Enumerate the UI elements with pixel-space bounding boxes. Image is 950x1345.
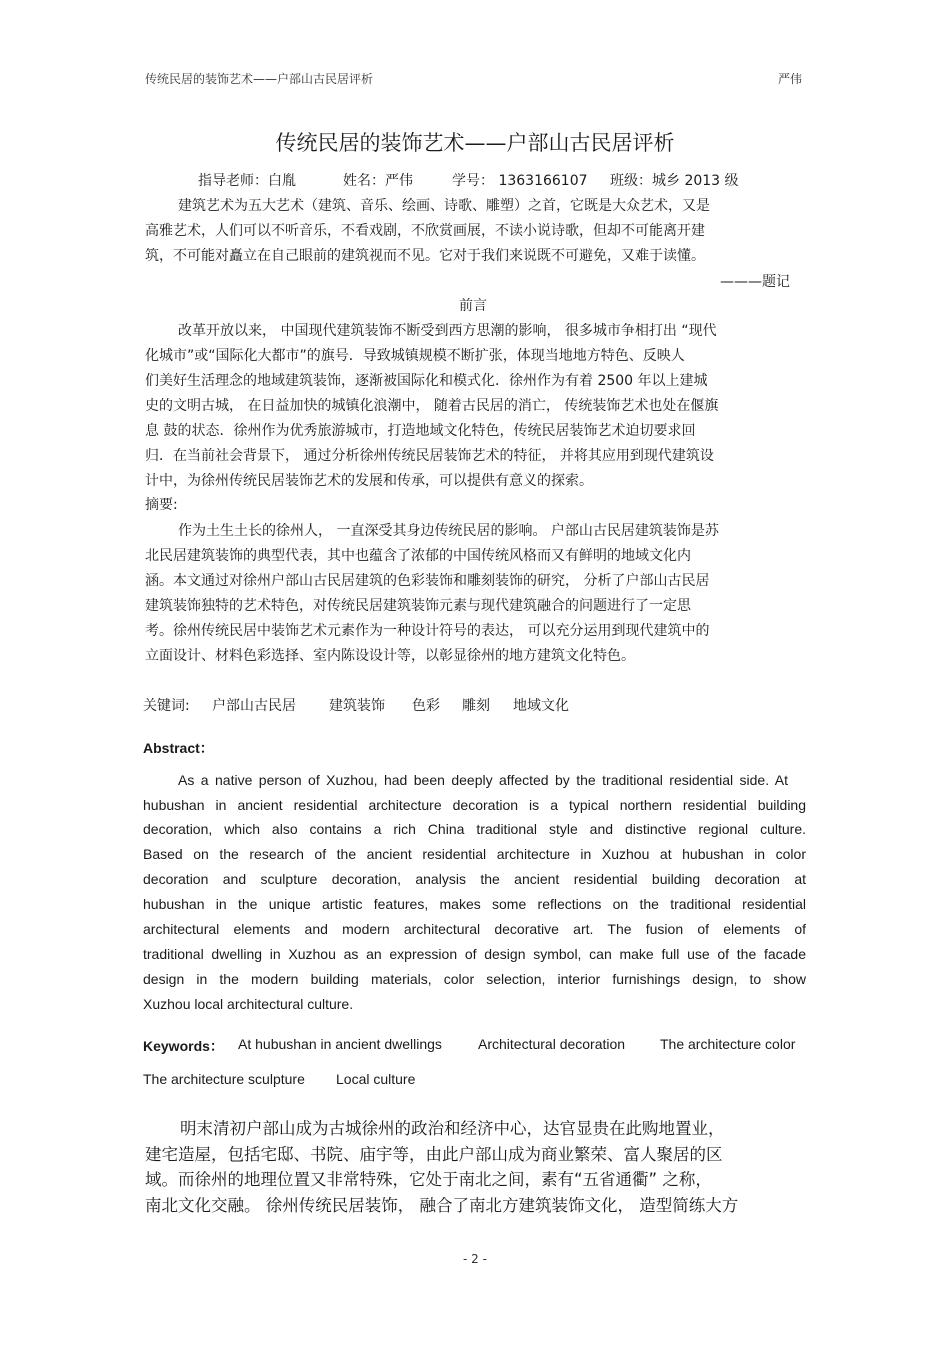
running-header-title: 传统民居的装饰艺术——户部山古民居评析 — [145, 72, 374, 86]
keyword-en: At hubushan in ancient dwellings — [238, 1036, 442, 1052]
abstract-en-line: design in the modern building materials, color selection, interior furnishings design, to show — [143, 971, 806, 987]
keywords-en-label: Keywords： — [143, 1038, 224, 1054]
abstract-cn-heading: 摘要: — [145, 497, 178, 513]
author-name: 姓名：严伟 — [343, 173, 413, 189]
abstract-en-line: decoration, which also contains a rich China traditional style and distinctive regional culture. — [143, 821, 806, 837]
keyword-en: Architectural decoration — [478, 1036, 626, 1052]
paper-title: 传统民居的装饰艺术——户部山古民居评析 — [275, 131, 675, 155]
abstract-en-line: Xuzhou local architectural culture. — [143, 996, 354, 1012]
epigraph-source: ———题记 — [720, 274, 790, 290]
keyword-cn: 户部山古民居 — [212, 698, 296, 714]
page-number: - 2 - — [463, 1252, 487, 1266]
abstract-cn-line: 考。徐州传统民居中装饰艺术元素作为一种设计符号的表达， 可以充分运用到现代建筑中的 — [145, 623, 710, 639]
advisor: 指导老师：白胤 — [198, 173, 296, 189]
body-line: 域。而徐州的地理位置又非常特殊，它处于南北之间，素有“五省通衢” 之称， — [145, 1170, 712, 1189]
abstract-en-line: Based on the research of the ancient residential architecture in Xuzhou at hubushan in color — [143, 846, 806, 862]
abstract-cn-line: 作为土生土长的徐州人， 一直深受其身边传统民居的影响。 户部山古民居建筑装饰是苏 — [178, 523, 719, 539]
abstract-en-line: hubushan in ancient residential architecture decoration is a typical northern residential building — [143, 797, 806, 813]
body-line: 明末清初户部山成为古城徐州的政治和经济中心，达官显贵在此购地置业， — [180, 1119, 725, 1138]
abstract-en-line: architectural elements and modern architectural decorative art. The fusion of elements of — [143, 921, 806, 937]
abstract-cn-line: 涵。本文通过对徐州户部山古民居建筑的色彩装饰和雕刻装饰的研究， 分析了户部山古民居 — [145, 573, 710, 589]
abstract-en-line: decoration and sculpture decoration, analysis the ancient residential building decoration at — [143, 871, 806, 887]
student-id: 学号： 1363166107 — [452, 173, 588, 189]
preface-line: 归．在当前社会背景下， 通过分析徐州传统民居装饰艺术的特征， 并将其应用到现代建筑设 — [145, 448, 714, 464]
running-header-author: 严伟 — [778, 72, 803, 86]
keyword-cn: 建筑装饰 — [329, 698, 385, 714]
keyword-en: Local culture — [336, 1071, 416, 1087]
keywords-cn-label: 关键词: — [143, 698, 190, 714]
epigraph-line: 建筑艺术为五大艺术（建筑、音乐、绘画、诗歌、雕塑）之首，它既是大众艺术，又是 — [178, 198, 710, 214]
body-line: 建宅造屋，包括宅邸、书院、庙宇等，由此户部山成为商业繁荣、富人聚居的区 — [145, 1145, 723, 1164]
abstract-en-line: traditional dwelling in Xuzhou as an expression of design symbol, can make full use of the facade — [143, 946, 806, 962]
body-line: 南北文化交融。 徐州传统民居装饰， 融合了南北方建筑装饰文化， 造型简练大方 — [145, 1196, 739, 1215]
preface-line: 们美好生活理念的地域建筑装饰，逐渐被国际化和模式化．徐州作为有着 2500 年以上建城 — [145, 373, 708, 389]
abstract-cn-line: 立面设计、材料色彩选择、室内陈设设计等，以彰显徐州的地方建筑文化特色。 — [145, 648, 635, 664]
keyword-cn: 色彩 — [412, 698, 440, 714]
abstract-cn-line: 建筑装饰独特的艺术特色，对传统民居建筑装饰元素与现代建筑融合的问题进行了一定思 — [145, 598, 691, 614]
preface-line: 计中，为徐州传统民居装饰艺术的发展和传承，可以提供有意义的探索。 — [145, 473, 593, 489]
keyword-en: The architecture sculpture — [143, 1071, 305, 1087]
abstract-en-line: hubushan in the unique artistic features, makes some reflections on the traditional residential — [143, 896, 806, 912]
preface-line: 化城市”或“国际化大都市”的旗号．导致城镇规模不断扩张，体现当地地方特色、反映人 — [145, 348, 685, 364]
epigraph-line: 筑，不可能对矗立在自己眼前的建筑视而不见。它对于我们来说既不可避免，又难于读懂。 — [145, 248, 705, 264]
preface-heading: 前言 — [459, 298, 487, 314]
class-info: 班级：城乡 2013 级 — [610, 173, 739, 189]
preface-line: 改革开放以来， 中国现代建筑装饰不断受到西方思潮的影响， 很多城市争相打出 “现代 — [178, 323, 717, 339]
abstract-en-heading: Abstract： — [143, 740, 214, 756]
keyword-en: The architecture color — [660, 1036, 796, 1052]
preface-line: 息 鼓的状态．徐州作为优秀旅游城市，打造地域文化特色，传统民居装饰艺术迫切要求回 — [145, 423, 696, 439]
keyword-cn: 雕刻 — [462, 698, 490, 714]
abstract-cn-line: 北民居建筑装饰的典型代表，其中也蕴含了浓郁的中国传统风格而又有鲜明的地域文化内 — [145, 548, 691, 564]
keyword-cn: 地域文化 — [513, 698, 569, 714]
abstract-en-line: As a native person of Xuzhou, had been deeply affected by the traditional residential side. At — [178, 772, 788, 788]
epigraph-line: 高雅艺术，人们可以不听音乐，不看戏剧，不欣赏画展，不读小说诗歌，但却不可能离开建 — [145, 223, 705, 239]
preface-line: 史的文明古城， 在日益加快的城镇化浪潮中， 随着古民居的消亡， 传统装饰艺术也处在偃旗 — [145, 398, 719, 414]
